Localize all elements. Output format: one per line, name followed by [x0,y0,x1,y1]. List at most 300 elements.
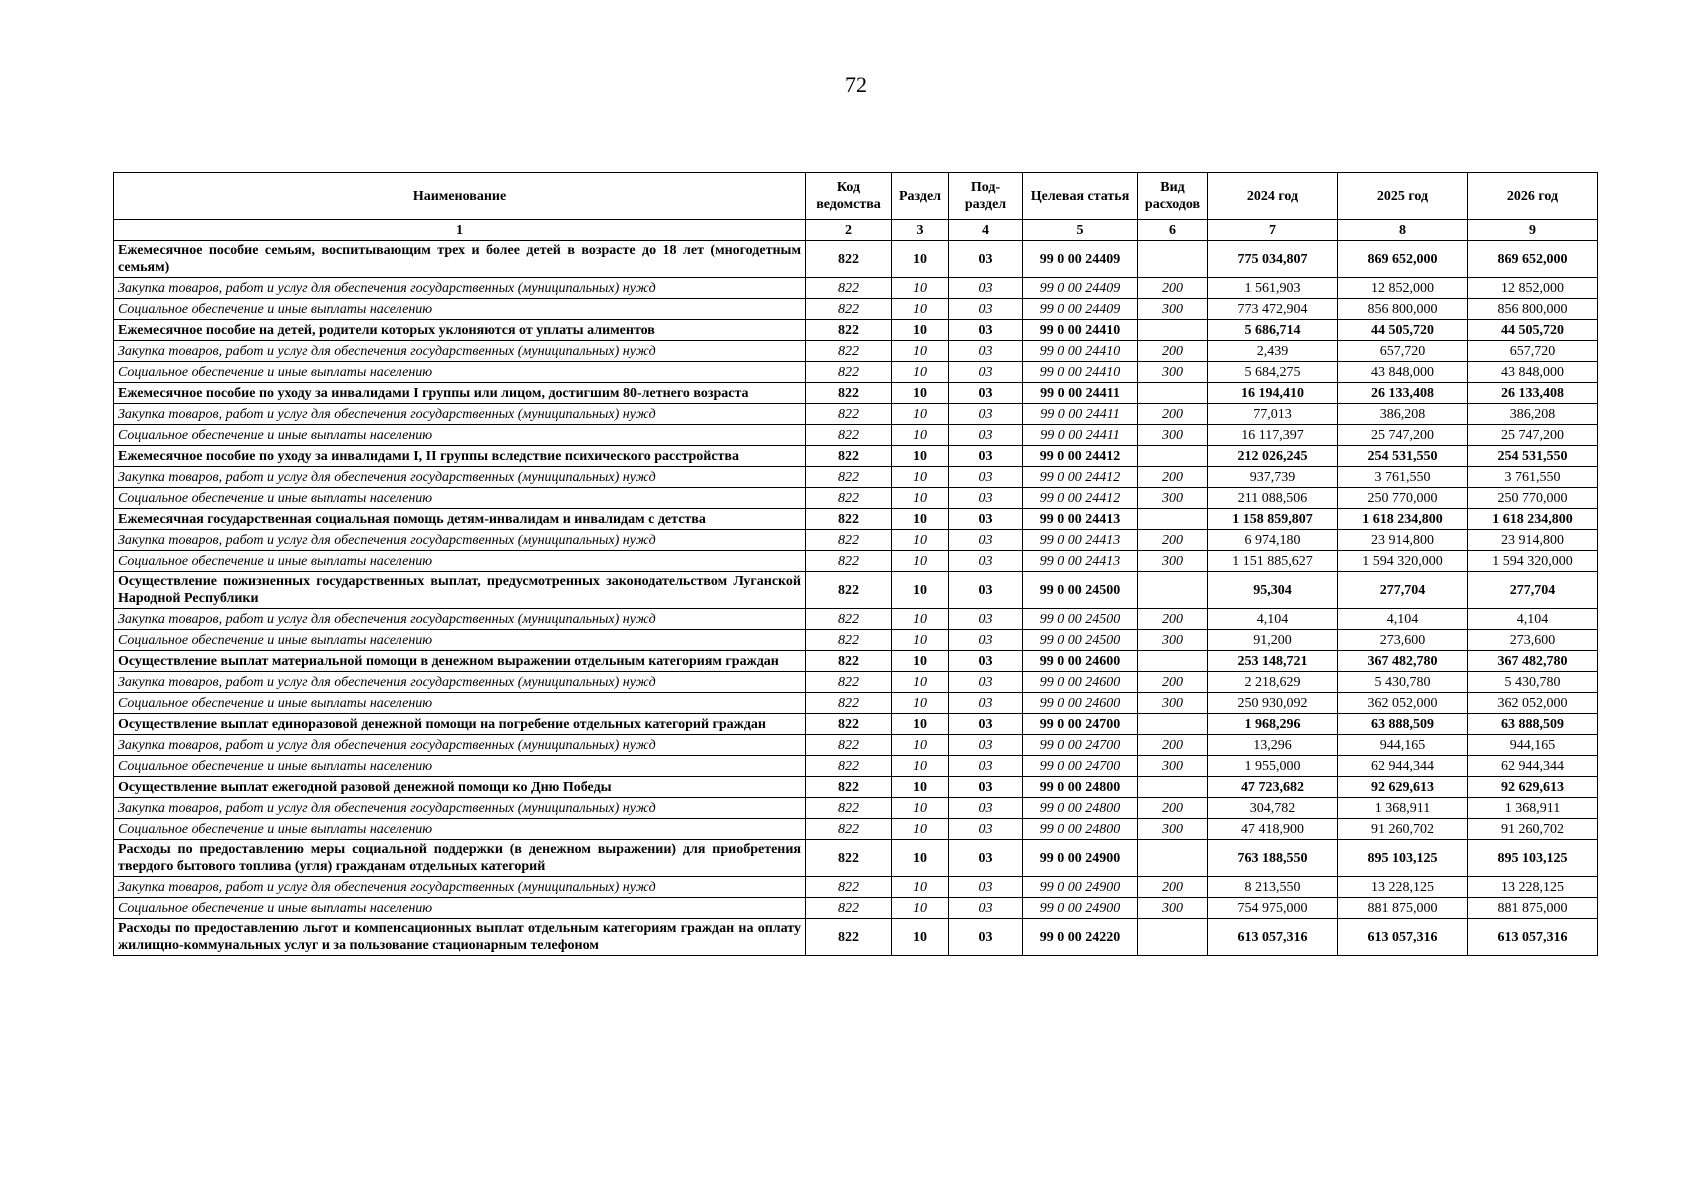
cell-kind: 300 [1138,299,1208,320]
cell-name: Закупка товаров, работ и услуг для обеспечения государственных (муниципальных) нужд [114,672,806,693]
table-row-subitem [114,530,1598,551]
cell-2024: 1 561,903 [1208,278,1338,299]
cell-2025: 44 505,720 [1338,320,1468,341]
table-row-subitem [114,362,1598,383]
cell-2026: 13 228,125 [1468,877,1598,898]
table-row-subitem [114,278,1598,299]
cell-2024: 250 930,092 [1208,693,1338,714]
cell-2026: 1 368,911 [1468,798,1598,819]
cell-2025: 5 430,780 [1338,672,1468,693]
cell-kind [1138,446,1208,467]
cell-section: 10 [892,530,949,551]
column-number: 1 [114,220,806,241]
cell-section: 10 [892,488,949,509]
cell-article: 99 0 00 24413 [1023,530,1138,551]
cell-kind: 200 [1138,609,1208,630]
cell-kind: 200 [1138,735,1208,756]
cell-subsection: 03 [949,672,1023,693]
table-row-subitem [114,672,1598,693]
cell-subsection: 03 [949,446,1023,467]
cell-kind [1138,919,1208,956]
cell-kind: 300 [1138,819,1208,840]
cell-article: 99 0 00 24900 [1023,840,1138,877]
cell-section: 10 [892,756,949,777]
cell-code: 822 [806,551,892,572]
table-row-subitem [114,898,1598,919]
cell-name: Закупка товаров, работ и услуг для обеспечения государственных (муниципальных) нужд [114,530,806,551]
cell-2025: 273,600 [1338,630,1468,651]
cell-kind: 200 [1138,341,1208,362]
cell-2025: 881 875,000 [1338,898,1468,919]
cell-code: 822 [806,572,892,609]
cell-2024: 5 686,714 [1208,320,1338,341]
cell-article: 99 0 00 24800 [1023,777,1138,798]
cell-name: Закупка товаров, работ и услуг для обеспечения государственных (муниципальных) нужд [114,798,806,819]
cell-article: 99 0 00 24700 [1023,756,1138,777]
cell-code: 822 [806,672,892,693]
table-row-item [114,777,1598,798]
cell-code: 822 [806,898,892,919]
cell-kind: 200 [1138,530,1208,551]
cell-subsection: 03 [949,241,1023,278]
cell-section: 10 [892,572,949,609]
cell-subsection: 03 [949,425,1023,446]
cell-name: Закупка товаров, работ и услуг для обеспечения государственных (муниципальных) нужд [114,404,806,425]
cell-kind: 200 [1138,467,1208,488]
cell-section: 10 [892,278,949,299]
cell-article: 99 0 00 24600 [1023,672,1138,693]
cell-kind: 300 [1138,693,1208,714]
cell-code: 822 [806,446,892,467]
budget-table [113,172,1598,956]
cell-name: Осуществление пожизненных государственных выплат, предусмотренных законодательством Луганской Народной Республики [114,572,806,609]
cell-2024: 1 968,296 [1208,714,1338,735]
cell-2025: 63 888,509 [1338,714,1468,735]
cell-2024: 47 418,900 [1208,819,1338,840]
cell-name: Закупка товаров, работ и услуг для обеспечения государственных (муниципальных) нужд [114,467,806,488]
cell-2024: 1 158 859,807 [1208,509,1338,530]
cell-2026: 12 852,000 [1468,278,1598,299]
cell-2024: 253 148,721 [1208,651,1338,672]
header-2025: 2025 год [1338,173,1468,220]
cell-section: 10 [892,446,949,467]
cell-2025: 367 482,780 [1338,651,1468,672]
cell-article: 99 0 00 24412 [1023,446,1138,467]
cell-subsection: 03 [949,488,1023,509]
cell-code: 822 [806,877,892,898]
table-row-item [114,572,1598,609]
table-row-subitem [114,819,1598,840]
cell-name: Осуществление выплат единоразовой денежной помощи на погребение отдельных категорий граждан [114,714,806,735]
cell-code: 822 [806,693,892,714]
cell-2026: 26 133,408 [1468,383,1598,404]
cell-article: 99 0 00 24412 [1023,488,1138,509]
cell-section: 10 [892,840,949,877]
cell-section: 10 [892,877,949,898]
cell-name: Социальное обеспечение и иные выплаты населению [114,488,806,509]
cell-2026: 856 800,000 [1468,299,1598,320]
cell-code: 822 [806,509,892,530]
cell-2024: 95,304 [1208,572,1338,609]
cell-2025: 895 103,125 [1338,840,1468,877]
column-number: 6 [1138,220,1208,241]
cell-2025: 250 770,000 [1338,488,1468,509]
cell-code: 822 [806,919,892,956]
cell-name: Закупка товаров, работ и услуг для обеспечения государственных (муниципальных) нужд [114,609,806,630]
cell-kind: 200 [1138,672,1208,693]
cell-name: Социальное обеспечение и иные выплаты населению [114,362,806,383]
header-name: Наименование [114,173,806,220]
cell-name: Социальное обеспечение и иные выплаты населению [114,299,806,320]
cell-article: 99 0 00 24500 [1023,609,1138,630]
cell-section: 10 [892,819,949,840]
cell-2024: 754 975,000 [1208,898,1338,919]
header-2026: 2026 год [1468,173,1598,220]
cell-code: 822 [806,840,892,877]
cell-subsection: 03 [949,651,1023,672]
column-number: 9 [1468,220,1598,241]
cell-subsection: 03 [949,509,1023,530]
cell-2026: 92 629,613 [1468,777,1598,798]
cell-2024: 8 213,550 [1208,877,1338,898]
cell-section: 10 [892,798,949,819]
cell-article: 99 0 00 24413 [1023,551,1138,572]
cell-2026: 944,165 [1468,735,1598,756]
table-row-item [114,919,1598,956]
cell-code: 822 [806,819,892,840]
table-row-subitem [114,551,1598,572]
cell-name: Закупка товаров, работ и услуг для обеспечения государственных (муниципальных) нужд [114,735,806,756]
cell-subsection: 03 [949,404,1023,425]
cell-code: 822 [806,299,892,320]
cell-2026: 362 052,000 [1468,693,1598,714]
cell-section: 10 [892,735,949,756]
cell-name: Социальное обеспечение и иные выплаты населению [114,425,806,446]
column-number: 7 [1208,220,1338,241]
cell-2024: 937,739 [1208,467,1338,488]
cell-name: Расходы по предоставлению льгот и компенсационных выплат отдельным категориям граждан на оплату жилищно-коммунальных услуг и за пользование стационарным телефоном [114,919,806,956]
table-row-subitem [114,877,1598,898]
cell-name: Расходы по предоставлению меры социальной поддержки (в денежном выражении) для приобретения твердого бытового топлива (угля) гражданам отдельных категорий [114,840,806,877]
cell-kind: 300 [1138,756,1208,777]
cell-code: 822 [806,404,892,425]
table-row-subitem [114,404,1598,425]
cell-kind: 200 [1138,877,1208,898]
cell-2024: 613 057,316 [1208,919,1338,956]
cell-code: 822 [806,467,892,488]
cell-2025: 43 848,000 [1338,362,1468,383]
column-number: 8 [1338,220,1468,241]
cell-name: Социальное обеспечение и иные выплаты населению [114,819,806,840]
cell-article: 99 0 00 24600 [1023,651,1138,672]
cell-article: 99 0 00 24500 [1023,630,1138,651]
cell-2025: 362 052,000 [1338,693,1468,714]
cell-kind [1138,714,1208,735]
column-number: 3 [892,220,949,241]
cell-subsection: 03 [949,630,1023,651]
header-code: Код ведомства [806,173,892,220]
cell-2025: 13 228,125 [1338,877,1468,898]
cell-kind: 200 [1138,404,1208,425]
cell-kind [1138,840,1208,877]
cell-kind: 200 [1138,798,1208,819]
cell-name: Ежемесячное пособие по уходу за инвалидами I группы или лицом, достигшим 80-летнего возраста [114,383,806,404]
table-row-item [114,714,1598,735]
cell-name: Социальное обеспечение и иные выплаты населению [114,630,806,651]
cell-2024: 212 026,245 [1208,446,1338,467]
cell-section: 10 [892,551,949,572]
cell-subsection: 03 [949,877,1023,898]
table-row-item [114,241,1598,278]
cell-kind [1138,777,1208,798]
cell-2026: 277,704 [1468,572,1598,609]
cell-2025: 3 761,550 [1338,467,1468,488]
cell-subsection: 03 [949,551,1023,572]
cell-section: 10 [892,777,949,798]
cell-subsection: 03 [949,609,1023,630]
cell-code: 822 [806,383,892,404]
table-row-subitem [114,341,1598,362]
cell-2025: 869 652,000 [1338,241,1468,278]
cell-code: 822 [806,735,892,756]
cell-2024: 13,296 [1208,735,1338,756]
cell-2024: 16 117,397 [1208,425,1338,446]
cell-article: 99 0 00 24800 [1023,798,1138,819]
cell-subsection: 03 [949,278,1023,299]
cell-2025: 657,720 [1338,341,1468,362]
cell-section: 10 [892,919,949,956]
cell-subsection: 03 [949,840,1023,877]
cell-subsection: 03 [949,383,1023,404]
cell-2024: 2 218,629 [1208,672,1338,693]
cell-2026: 44 505,720 [1468,320,1598,341]
cell-name: Ежемесячная государственная социальная помощь детям-инвалидам и инвалидам с детства [114,509,806,530]
cell-name: Закупка товаров, работ и услуг для обеспечения государственных (муниципальных) нужд [114,877,806,898]
cell-subsection: 03 [949,467,1023,488]
cell-code: 822 [806,341,892,362]
table-row-item [114,509,1598,530]
cell-section: 10 [892,425,949,446]
cell-section: 10 [892,630,949,651]
cell-subsection: 03 [949,756,1023,777]
cell-2024: 91,200 [1208,630,1338,651]
cell-code: 822 [806,530,892,551]
cell-name: Закупка товаров, работ и услуг для обеспечения государственных (муниципальных) нужд [114,278,806,299]
cell-article: 99 0 00 24409 [1023,299,1138,320]
cell-name: Социальное обеспечение и иные выплаты населению [114,693,806,714]
cell-2025: 62 944,344 [1338,756,1468,777]
cell-code: 822 [806,714,892,735]
cell-2026: 386,208 [1468,404,1598,425]
cell-subsection: 03 [949,919,1023,956]
cell-2025: 12 852,000 [1338,278,1468,299]
cell-subsection: 03 [949,898,1023,919]
cell-2024: 773 472,904 [1208,299,1338,320]
cell-2024: 304,782 [1208,798,1338,819]
cell-kind [1138,241,1208,278]
cell-kind: 300 [1138,898,1208,919]
table-row-subitem [114,299,1598,320]
header-row [114,173,1598,220]
cell-2026: 5 430,780 [1468,672,1598,693]
cell-2025: 4,104 [1338,609,1468,630]
cell-kind: 200 [1138,278,1208,299]
cell-2026: 657,720 [1468,341,1598,362]
cell-code: 822 [806,756,892,777]
table-row-subitem [114,609,1598,630]
cell-kind: 300 [1138,630,1208,651]
cell-section: 10 [892,898,949,919]
header-2024: 2024 год [1208,173,1338,220]
cell-kind: 300 [1138,551,1208,572]
cell-2026: 1 618 234,800 [1468,509,1598,530]
cell-section: 10 [892,241,949,278]
cell-2026: 62 944,344 [1468,756,1598,777]
cell-name: Осуществление выплат ежегодной разовой денежной помощи ко Дню Победы [114,777,806,798]
cell-2024: 47 723,682 [1208,777,1338,798]
cell-code: 822 [806,798,892,819]
cell-2026: 4,104 [1468,609,1598,630]
cell-2026: 43 848,000 [1468,362,1598,383]
cell-name: Социальное обеспечение и иные выплаты населению [114,898,806,919]
cell-section: 10 [892,509,949,530]
page-number: 72 [845,72,867,97]
cell-name: Ежемесячное пособие по уходу за инвалидами I, II группы вследствие психического расстройства [114,446,806,467]
cell-article: 99 0 00 24413 [1023,509,1138,530]
cell-2026: 91 260,702 [1468,819,1598,840]
cell-article: 99 0 00 24500 [1023,572,1138,609]
cell-name: Ежемесячное пособие на детей, родители которых уклоняются от уплаты алиментов [114,320,806,341]
cell-2025: 613 057,316 [1338,919,1468,956]
cell-kind [1138,383,1208,404]
cell-2026: 1 594 320,000 [1468,551,1598,572]
cell-2026: 881 875,000 [1468,898,1598,919]
cell-2024: 2,439 [1208,341,1338,362]
table-row-subitem [114,756,1598,777]
cell-2025: 1 368,911 [1338,798,1468,819]
cell-code: 822 [806,630,892,651]
cell-section: 10 [892,609,949,630]
cell-subsection: 03 [949,714,1023,735]
header-section: Раздел [892,173,949,220]
column-number: 5 [1023,220,1138,241]
header-subsection: Под-раздел [949,173,1023,220]
cell-2026: 254 531,550 [1468,446,1598,467]
header-kind: Вид расходов [1138,173,1208,220]
table-row-subitem [114,693,1598,714]
cell-2025: 25 747,200 [1338,425,1468,446]
table-row-subitem [114,467,1598,488]
cell-article: 99 0 00 24900 [1023,877,1138,898]
cell-2024: 763 188,550 [1208,840,1338,877]
cell-code: 822 [806,609,892,630]
cell-2024: 6 974,180 [1208,530,1338,551]
cell-2026: 25 747,200 [1468,425,1598,446]
cell-article: 99 0 00 24410 [1023,341,1138,362]
cell-subsection: 03 [949,299,1023,320]
cell-2024: 775 034,807 [1208,241,1338,278]
cell-article: 99 0 00 24411 [1023,425,1138,446]
table-row-item [114,651,1598,672]
table-row-subitem [114,735,1598,756]
table-row-subitem [114,488,1598,509]
cell-code: 822 [806,241,892,278]
cell-article: 99 0 00 24411 [1023,383,1138,404]
cell-subsection: 03 [949,362,1023,383]
cell-2025: 386,208 [1338,404,1468,425]
cell-2026: 63 888,509 [1468,714,1598,735]
cell-2026: 895 103,125 [1468,840,1598,877]
cell-2024: 77,013 [1208,404,1338,425]
table-row-item [114,840,1598,877]
cell-section: 10 [892,383,949,404]
cell-subsection: 03 [949,693,1023,714]
cell-name: Закупка товаров, работ и услуг для обеспечения государственных (муниципальных) нужд [114,341,806,362]
cell-2026: 3 761,550 [1468,467,1598,488]
cell-code: 822 [806,320,892,341]
cell-section: 10 [892,651,949,672]
cell-article: 99 0 00 24220 [1023,919,1138,956]
cell-code: 822 [806,488,892,509]
cell-name: Ежемесячное пособие семьям, воспитывающим трех и более детей в возрасте до 18 лет (многодетным семьям) [114,241,806,278]
column-number: 2 [806,220,892,241]
cell-2025: 26 133,408 [1338,383,1468,404]
column-number: 4 [949,220,1023,241]
column-number-row [114,220,1598,241]
cell-section: 10 [892,467,949,488]
cell-code: 822 [806,777,892,798]
cell-subsection: 03 [949,341,1023,362]
cell-code: 822 [806,362,892,383]
cell-article: 99 0 00 24700 [1023,735,1138,756]
cell-2026: 869 652,000 [1468,241,1598,278]
cell-kind: 300 [1138,488,1208,509]
cell-section: 10 [892,693,949,714]
cell-2025: 1 618 234,800 [1338,509,1468,530]
cell-2025: 1 594 320,000 [1338,551,1468,572]
table-row-item [114,446,1598,467]
cell-2024: 16 194,410 [1208,383,1338,404]
cell-article: 99 0 00 24410 [1023,362,1138,383]
cell-article: 99 0 00 24600 [1023,693,1138,714]
cell-code: 822 [806,425,892,446]
cell-section: 10 [892,320,949,341]
cell-article: 99 0 00 24409 [1023,241,1138,278]
cell-2025: 856 800,000 [1338,299,1468,320]
cell-subsection: 03 [949,572,1023,609]
cell-2025: 944,165 [1338,735,1468,756]
cell-kind [1138,320,1208,341]
cell-kind [1138,509,1208,530]
cell-article: 99 0 00 24700 [1023,714,1138,735]
cell-2025: 91 260,702 [1338,819,1468,840]
cell-section: 10 [892,672,949,693]
cell-subsection: 03 [949,798,1023,819]
cell-section: 10 [892,341,949,362]
cell-subsection: 03 [949,530,1023,551]
cell-2025: 254 531,550 [1338,446,1468,467]
cell-2024: 4,104 [1208,609,1338,630]
cell-section: 10 [892,714,949,735]
cell-2025: 92 629,613 [1338,777,1468,798]
cell-2025: 277,704 [1338,572,1468,609]
table-body [114,241,1598,956]
cell-subsection: 03 [949,819,1023,840]
cell-kind [1138,572,1208,609]
header-article: Целевая статья [1023,173,1138,220]
cell-article: 99 0 00 24800 [1023,819,1138,840]
cell-section: 10 [892,299,949,320]
